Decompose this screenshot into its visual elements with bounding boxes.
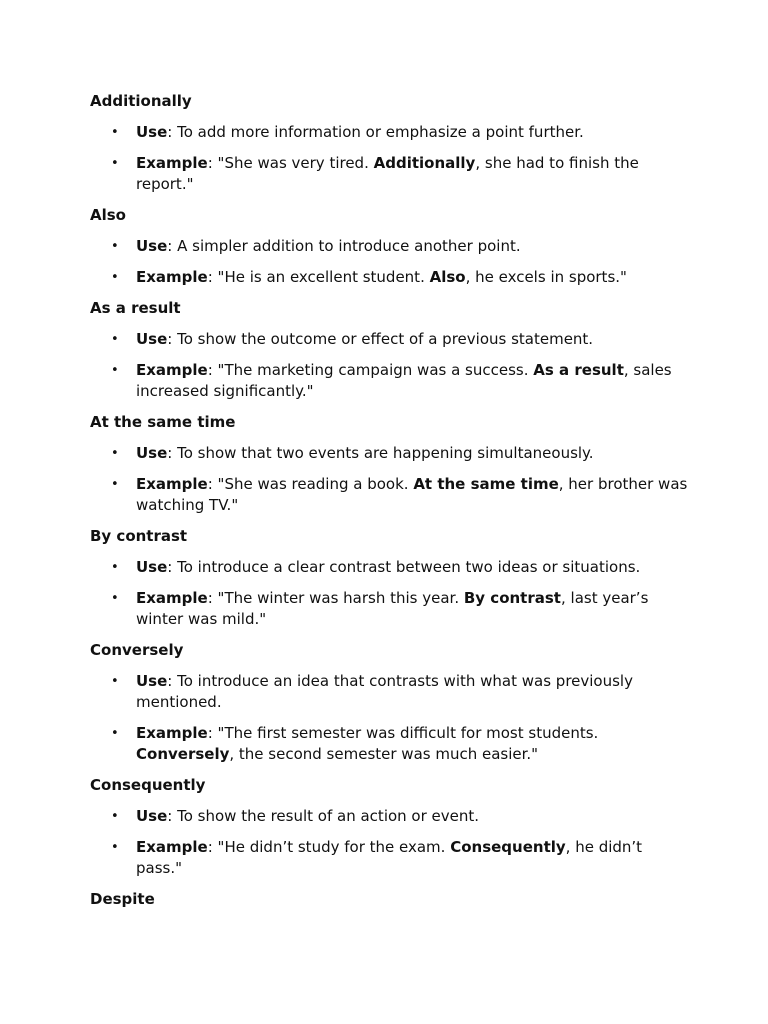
term-points <box>90 557 690 630</box>
use-item <box>90 806 690 827</box>
example-text-after: , her brother was watching TV." <box>136 475 688 514</box>
entry-by-contrast <box>90 526 690 630</box>
example-label: Example <box>136 724 208 742</box>
document-content <box>90 91 690 920</box>
bullet-icon: • <box>111 125 119 140</box>
example-item <box>90 588 690 630</box>
example-text-after: , the second semester was much easier." <box>229 745 539 763</box>
use-label: Use <box>136 330 168 348</box>
example-text-before: : "She was reading a book. <box>207 475 414 493</box>
bullet-icon: • <box>111 560 119 575</box>
example-item <box>90 474 690 516</box>
entry-as-a-result <box>90 298 690 402</box>
example-keyword: Consequently <box>450 838 566 856</box>
term-points <box>90 443 690 516</box>
example-label: Example <box>136 475 208 493</box>
use-item <box>90 443 690 464</box>
term-points <box>90 122 690 195</box>
term-points <box>90 671 690 765</box>
term-heading: As a result <box>90 299 181 317</box>
term-points <box>90 806 690 879</box>
example-text-before: : "He didn’t study for the exam. <box>207 838 451 856</box>
example-text-before: : "The winter was harsh this year. <box>207 589 464 607</box>
example-text-after: , he didn’t pass." <box>136 838 643 877</box>
use-text: : To show the outcome or effect of a previous statement. <box>167 330 594 348</box>
example-keyword: By contrast <box>463 589 561 607</box>
example-item <box>90 837 690 879</box>
use-item <box>90 329 690 350</box>
use-label: Use <box>136 123 168 141</box>
example-text-before: : "He is an excellent student. <box>207 268 430 286</box>
bullet-icon: • <box>111 477 119 492</box>
entry-conversely <box>90 640 690 765</box>
use-text: : To introduce an idea that contrasts with what was previously mentioned. <box>136 672 633 711</box>
term-heading-despite: Despite <box>90 890 155 908</box>
bullet-icon: • <box>111 332 119 347</box>
use-item <box>90 557 690 578</box>
example-item <box>90 267 690 288</box>
example-text-after: , sales increased significantly." <box>136 361 672 400</box>
example-keyword: Additionally <box>373 154 476 172</box>
use-text: : To show the result of an action or event. <box>167 807 480 825</box>
bullet-icon: • <box>111 726 119 741</box>
use-label: Use <box>136 807 168 825</box>
example-text-after: , he excels in sports." <box>465 268 627 286</box>
use-label: Use <box>136 558 168 576</box>
example-text-after: , last year’s winter was mild." <box>136 589 649 628</box>
term-heading: Additionally <box>90 92 192 110</box>
bullet-icon: • <box>111 674 119 689</box>
example-item <box>90 723 690 765</box>
term-heading: At the same time <box>90 413 236 431</box>
bullet-icon: • <box>111 156 119 171</box>
bullet-icon: • <box>111 270 119 285</box>
bullet-icon: • <box>111 809 119 824</box>
entry-additionally <box>90 91 690 195</box>
example-item <box>90 153 690 195</box>
example-text-before: : "She was very tired. <box>207 154 374 172</box>
example-keyword: Conversely <box>136 745 230 763</box>
entry-at-the-same-time <box>90 412 690 516</box>
bullet-icon: • <box>111 840 119 855</box>
example-text-before: : "The marketing campaign was a success. <box>207 361 534 379</box>
use-text: : A simpler addition to introduce another point. <box>167 237 521 255</box>
term-points <box>90 236 690 288</box>
bullet-icon: • <box>111 239 119 254</box>
example-label: Example <box>136 838 208 856</box>
example-label: Example <box>136 589 208 607</box>
term-points <box>90 329 690 402</box>
example-label: Example <box>136 361 208 379</box>
use-text: : To add more information or emphasize a point further. <box>167 123 584 141</box>
bullet-icon: • <box>111 591 119 606</box>
example-label: Example <box>136 268 208 286</box>
example-text-after: , she had to finish the report." <box>136 154 639 193</box>
bullet-icon: • <box>111 363 119 378</box>
use-label: Use <box>136 237 168 255</box>
term-heading: Consequently <box>90 776 206 794</box>
term-heading: Conversely <box>90 641 184 659</box>
use-item <box>90 236 690 257</box>
use-item <box>90 122 690 143</box>
use-label: Use <box>136 444 168 462</box>
entry-consequently <box>90 775 690 879</box>
example-text-before: : "The first semester was difficult for most students. <box>207 724 599 742</box>
bullet-icon: • <box>111 446 119 461</box>
use-text: : To show that two events are happening simultaneously. <box>167 444 594 462</box>
term-heading: By contrast <box>90 527 188 545</box>
example-item <box>90 360 690 402</box>
use-item <box>90 671 690 713</box>
term-heading: Also <box>90 206 126 224</box>
example-label: Example <box>136 154 208 172</box>
entry-also <box>90 205 690 288</box>
use-text: : To introduce a clear contrast between two ideas or situations. <box>167 558 641 576</box>
example-keyword: At the same time <box>413 475 559 493</box>
use-label: Use <box>136 672 168 690</box>
example-keyword: As a result <box>533 361 624 379</box>
example-keyword: Also <box>429 268 466 286</box>
